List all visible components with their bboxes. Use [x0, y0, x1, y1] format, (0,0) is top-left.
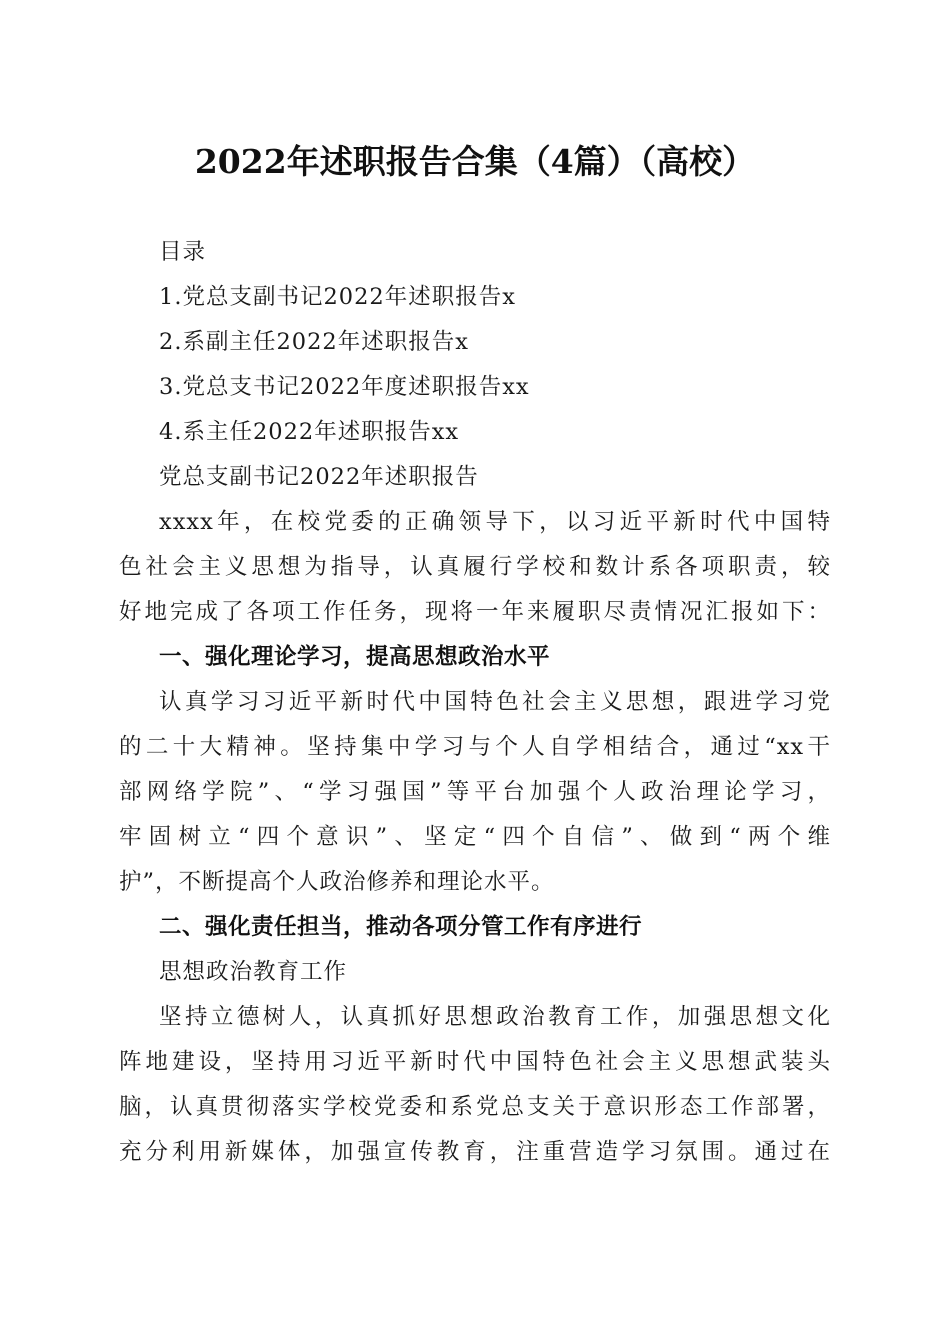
toc-item-2: 2.系副主任2022年述职报告x [159, 329, 469, 355]
intro-line-1: xxxx年，在校党委的正确领导下，以习近平新时代中国特 [159, 509, 831, 535]
toc-item-1: 1.党总支副书记2022年述职报告x [159, 284, 516, 310]
section2-line-2: 阵地建设，坚持用习近平新时代中国特色社会主义思想武装头 [119, 1049, 831, 1075]
section2-heading: 二、强化责任担当，推动各项分管工作有序进行 [159, 914, 643, 940]
section2-line-3: 脑，认真贯彻落实学校党委和系党总支关于意识形态工作部署， [119, 1094, 831, 1120]
section1-line-2: 的二十大精神。坚持集中学习与个人自学相结合，通过“xx干 [119, 734, 831, 760]
section1-line-5: 护”，不断提高个人政治修养和理论水平。 [119, 869, 555, 895]
intro-line-3: 好地完成了各项工作任务，现将一年来履职尽责情况汇报如下： [119, 599, 831, 625]
intro-line-2: 色社会主义思想为指导，认真履行学校和数计系各项职责，较 [119, 554, 831, 580]
section2-subheading: 思想政治教育工作 [159, 959, 348, 985]
section1-line-3: 部网络学院”、“学习强国”等平台加强个人政治理论学习， [119, 779, 831, 805]
toc-item-3: 3.党总支书记2022年度述职报告xx [159, 374, 530, 400]
document-title: 2022年述职报告合集（4篇）（高校） [194, 142, 756, 181]
section1-heading: 一、强化理论学习，提高思想政治水平 [159, 644, 551, 670]
section1-line-1: 认真学习习近平新时代中国特色社会主义思想，跟进学习党 [159, 689, 831, 715]
section1-line-4: 牢固树立“四个意识”、坚定“四个自信”、做到“两个维 [119, 824, 831, 850]
section2-line-4: 充分利用新媒体，加强宣传教育，注重营造学习氛围。通过在 [119, 1139, 831, 1165]
toc-label: 目录 [159, 239, 207, 265]
report-title: 党总支副书记2022年述职报告 [159, 464, 479, 490]
toc-item-4: 4.系主任2022年述职报告xx [159, 419, 460, 445]
section2-line-1: 坚持立德树人，认真抓好思想政治教育工作，加强思想文化 [159, 1004, 831, 1030]
